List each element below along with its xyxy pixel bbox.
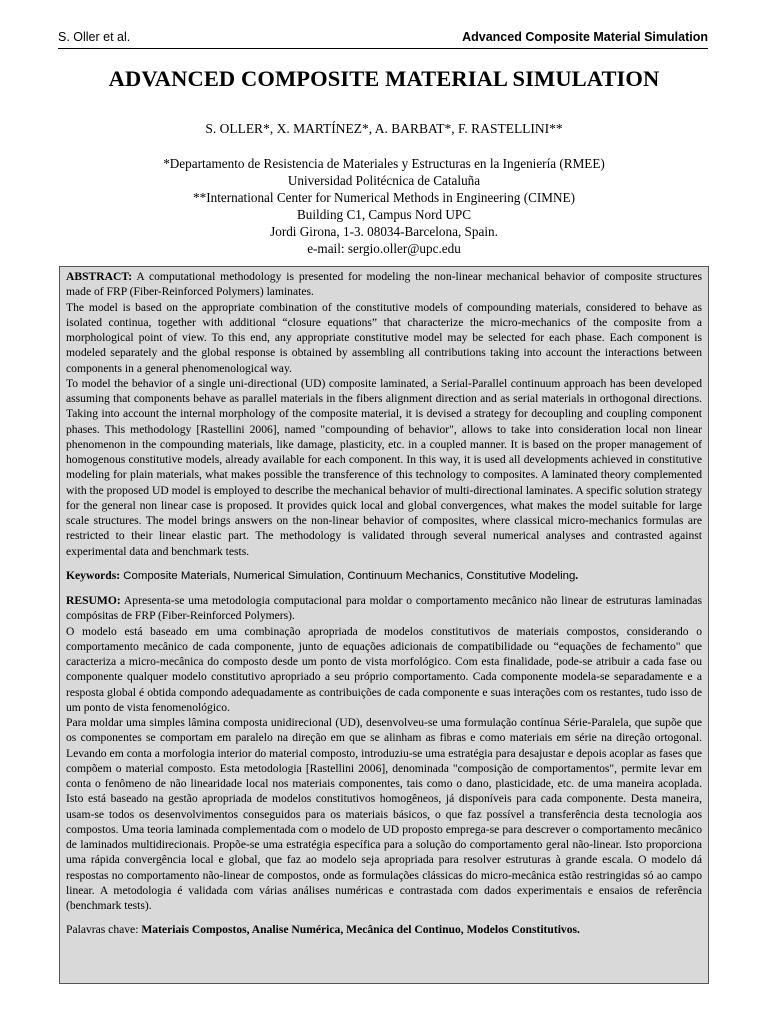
abstract-box (59, 266, 709, 984)
running-header (58, 30, 708, 49)
resumo-paragraph: Para moldar uma simples lâmina composta unidirecional (UD), desenvolveu-se uma formulação contínua Série-Paralela, que supõe que os componentes se comportam em paralelo na direção em que se alinham as fibras e como materiais em série na direção ortogonal. Levando em conta a morfologia interior do material composto, introduziu-se uma estratégia para desajustar e depois acoplar as fases que compõem o material composto. Esta metodologia [Rastellini 2006], denominada "composição de comportamentos", permite levar em conta o fenômeno de não linearidade local nos materiais componentes, tais como o dano, plasticidade, etc. de uma maneira acoplada. Isto está baseado na gestão apropriada de modelos constitutivos homogêneos, já disponíveis para cada componente. Desta maneira, usam-se todos os desenvolvimentos conseguidos para os materiais básicos, o que faz possível a transferência desta tecnologia aos compostos. Uma teoria laminada complementada com o modelo de UD proposto emprega-se para descrever o comportamento mecânico de laminados multidirecionais. Propõe-se uma estratégia específica para a solução do comportamento geral não-linear. Isto proporciona uma rápida convergência local e global, que faz ao modelo seja apropriada para resolver estruturas à grande escala. O modelo dá respostas no comportamento não-linear de compostos, onde as formulações clássicas do micro-mecânica estão restringidas só ao campo linear. A metodologia é validada com várias análises numéricas e contrastada com dados experimentais e ensaios de referência (benchmark tests). (66, 716, 702, 912)
header-authors: S. Oller et al. (58, 30, 131, 44)
author-list: S. OLLER*, X. MARTÍNEZ*, A. BARBAT*, F. RASTELLINI** (205, 121, 563, 136)
palavras-text: Materiais Compostos, Analise Numérica, Mecânica del Continuo, Modelos Constitutivos. (141, 923, 580, 937)
abstract-paragraph: The model is based on the appropriate combination of the constitutive models of compounding materials, considered to behave as isolated continua, together with additional “closure equations” that characterize the micro-mechanics of the composite from a morphological point of view. To this end, any appropriate constitutive model may be selected for each phase. Each component is modeled separately and the global response is obtained by assembling all contributions taking into account the interactions between components in a general phenomenological way. (66, 300, 702, 375)
affiliation-line: *Departamento de Resistencia de Materiales y Estructuras en la Ingeniería (RMEE) (163, 156, 605, 171)
affiliation-line: Building C1, Campus Nord UPC (296, 207, 472, 222)
affiliation-line: Jordi Girona, 1-3. 08034-Barcelona, Spain. (270, 224, 498, 239)
palavras-label: Palavras chave: (66, 923, 142, 937)
keywords-label: Keywords: (66, 568, 121, 582)
contact-email: e-mail: sergio.oller@upc.edu (307, 241, 461, 256)
header-short-title: Advanced Composite Material Simulation (462, 30, 708, 44)
abstract-paragraph: To model the behavior of a single uni-directional (UD) composite laminated, a Serial-Parallel continuum approach has been developed assuming that components behave as parallel materials in the fibers alignment direction and as serial materials in orthogonal directions. Taking into account the internal morphology of the composite material, it is devised a strategy for decoupling and coupling component phases. This methodology [Rastellini 2006], named "compounding of behavior", allows to take into consideration local non linear phenomenon in the compounding materials, like damage, plasticity, etc. in a coupled manner. It is based on the proper management of homogenous constitutive models, already available for each component. In this way, it is used all developments achieved in constitutive modeling for plain materials, what makes possible the transference of this technology to composites. A laminated theory complemented with the proposed UD model is employed to describe the mechanical behavior of multi-directional laminates. A specific solution strategy for the general non linear case is proposed. It provides quick local and global convergences, what makes the model suitable for large scale structures. The model brings answers on the non-linear behavior of composites, where classical micro-mechanics formulas are restricted to their linear elastic part. The methodology is validated through several numerical analyses and contrasted against experimental data and benchmark tests. (66, 376, 702, 558)
paper-title: ADVANCED COMPOSITE MATERIAL SIMULATION (108, 66, 660, 91)
palavras-chave (66, 922, 702, 937)
keywords-text: Composite Materials, Numerical Simulation, Continuum Mechanics, Constitutive Modeling (120, 569, 576, 582)
resumo-paragraph: O modelo está baseado em uma combinação apropriada de modelos constitutivos de materiais compostos, considerando o comportamento mecânico de cada componente, junto de equações adicionais de compatibilidade ou “equações de fechamento" que caracteriza a micro-mecânica do composto desde um ponto de vista morfológico. Com esta finalidade, pode-se atribuir a cada fase ou componente qualquer modelo constitutivo apropriado a seu próprio comportamento. Cada componente modela-se separadamente e a resposta global é obtida compondo adequadamente as contribuições de cada componente e suas interações com os restantes, tudo isso de um ponto de vista fenomenológico. (66, 624, 702, 714)
affiliation-line: Universidad Politécnica de Cataluña (287, 173, 481, 188)
keywords: Keywords: Composite Materials, Numerical Simulation, Continuum Mechanics, Constitutive Modeling. (66, 568, 579, 582)
resumo-intro: RESUMO: Apresenta-se uma metodologia computacional para moldar o comportamento mecânico não linear de estruturas laminadas compósitas de FRP (Fiber-Reinforced Polymers). (66, 594, 702, 623)
abstract-label: ABSTRACT: (66, 270, 133, 283)
resumo-label: RESUMO: (66, 594, 121, 607)
abstract-intro: ABSTRACT: A computational methodology is presented for modeling the non-linear mechanical behavior of composite structures made of FRP (Fiber-Reinforced Polymers) laminates. (66, 270, 702, 299)
affiliation-line: **International Center for Numerical Methods in Engineering (CIMNE) (193, 190, 575, 205)
affiliations (0, 155, 768, 257)
